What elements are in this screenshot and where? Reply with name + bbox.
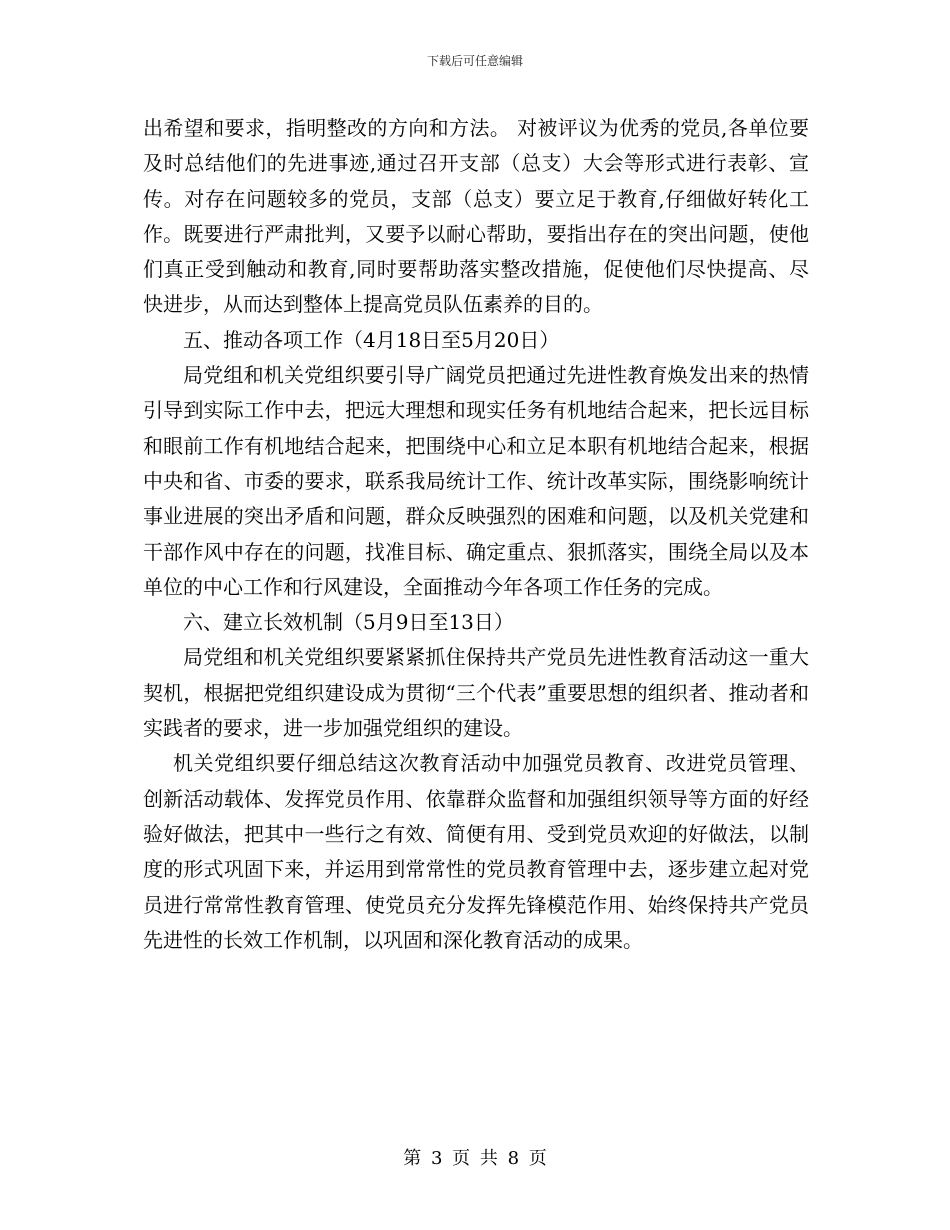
section-heading-six: 六、建立长效机制（5月9日至13日） [183,610,514,635]
section-heading-five: 五、推动各项工作（4月18日至5月20日） [183,327,560,352]
paragraph-promote-work: 局党组和机关党组织要引导广阔党员把通过先进性教育焕发出来的热情引导到实际工作中去，把远大理想和现实任务有机地结合起来，把长远目标和眼前工作有机地结合起来，把围绕中心和立足本职有机地结合起来，根据中央和省、市委的要求，联系我局统计工作、统计改革实际，围绕影响统计事业进展的突出矛盾和问题，群众反映强烈的困难和问题，以及机关党建和干部作风中存在的问题，找准目标、确定重点、狠抓落实，围绕全局以及本单位的中心工作和行风建设，全面推动今年各项工作任务的完成。 [143,363,809,599]
page-number-footer: 第 3 页 共 8 页 [403,1148,547,1169]
paragraph-long-term-mechanism: 局党组和机关党组织要紧紧抓住保持共产党员先进性教育活动这一重大契机，根据把党组织建设成为贯彻“三个代表”重要思想的组织者、推动者和实践者的要求，进一步加强党组织的建设。 [143,645,809,741]
paragraph-rectification-continued: 出希望和要求，指明整改的方向和方法。 对被评议为优秀的党员,各单位要及时总结他们的先进事迹,通过召开支部（总支）大会等形式进行表彰、宣传。对存在问题较多的党员，支部（总支）要立足于教育,仔细做好转化工作。既要进行严肃批判，又要予以耐心帮助，要指出存在的突出问题，使他们真正受到触动和教育,同时要帮助落实整改措施，促使他们尽快提高、尽快进步，从而达到整体上提高党员队伍素养的目的。 [143,116,809,317]
document-body [143,111,809,958]
page-header: 下载后可任意编辑 [426,54,523,68]
paragraph-summarize-experience: 机关党组织要仔细总结这次教育活动中加强党员教育、改进党员管理、创新活动载体、发挥党员作用、依靠群众监督和加强组织领导等方面的好经验好做法，把其中一些行之有效、简便有用、受到党员欢迎的好做法，以制度的形式巩固下来，并运用到常常性的党员教育管理中去，逐步建立起对党员进行常常性教育管理、使党员充分发挥先锋模范作用、始终保持共产党员先进性的长效工作机制，以巩固和深化教育活动的成果。 [143,751,809,952]
